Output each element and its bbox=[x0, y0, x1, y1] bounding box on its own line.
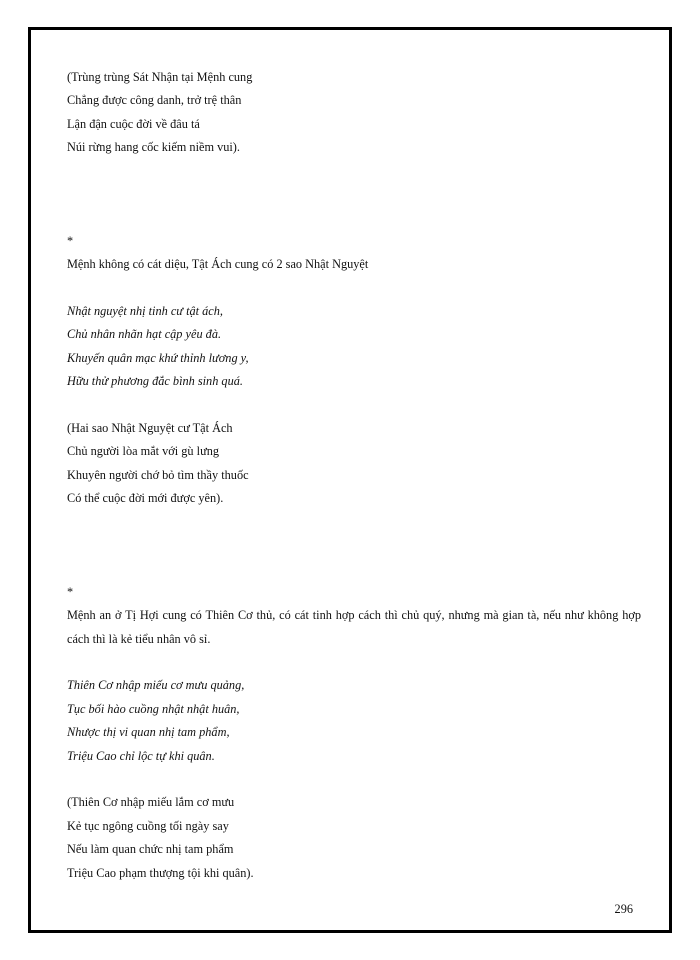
verse-line: Nhật nguyệt nhị tinh cư tật ách, bbox=[67, 304, 223, 319]
verse-line: Chủ người lòa mắt với gù lưng bbox=[67, 444, 220, 459]
verse-line: Khuyến quân mạc khứ thỉnh lương y, bbox=[67, 350, 249, 365]
verse-line: Khuyên người chớ bỏ tìm thầy thuốc bbox=[67, 467, 249, 482]
verse-line: (Hai sao Nhật Nguyệt cư Tật Ách bbox=[67, 421, 233, 436]
verse-line: Triệu Cao chỉ lộc tự khi quân. bbox=[67, 748, 215, 763]
page-content bbox=[67, 66, 641, 885]
section-separator: * bbox=[67, 233, 74, 248]
spacer bbox=[67, 511, 641, 558]
verse-line: Thiên Cơ nhập miếu cơ mưu quảng, bbox=[67, 678, 245, 693]
page-frame bbox=[28, 27, 672, 933]
verse-line: Chủ nhân nhãn hạt cập yêu đà. bbox=[67, 327, 222, 342]
verse-line: Có thể cuộc đời mới được yên). bbox=[67, 491, 224, 506]
verse-line: Kẻ tục ngông cuồng tối ngày say bbox=[67, 818, 229, 833]
verse-original-block bbox=[67, 674, 641, 768]
verse-line: Hữu thử phương đắc bình sinh quá. bbox=[67, 374, 243, 389]
section-heading: Mệnh an ở Tị Hợi cung có Thiên Cơ thủ, có cát tinh hợp cách thì chủ quý, nhưng mà gian tà, nếu như không hợp cách thì là kẻ tiểu nhân vô sỉ. bbox=[67, 608, 641, 646]
verse-line: Triệu Cao phạm thượng tội khi quân). bbox=[67, 865, 254, 880]
verse-line: Núi rừng hang cốc kiếm niềm vui). bbox=[67, 140, 240, 155]
verse-line: Chẳng được công danh, trở trệ thân bbox=[67, 93, 242, 108]
spacer bbox=[67, 768, 641, 791]
section-heading: Mệnh không có cát diệu, Tật Ách cung có 2 sao Nhật Nguyệt bbox=[67, 257, 369, 272]
section-separator: * bbox=[67, 584, 74, 599]
verse-line: Lận đận cuộc đời về đâu tá bbox=[67, 116, 200, 131]
verse-line: (Thiên Cơ nhập miếu lắm cơ mưu bbox=[67, 795, 235, 810]
page-number: 296 bbox=[614, 902, 633, 916]
verse-line: (Trùng trùng Sát Nhận tại Mệnh cung bbox=[67, 70, 253, 84]
verse-translation-block bbox=[67, 66, 641, 160]
verse-translation-block bbox=[67, 417, 641, 511]
spacer bbox=[67, 277, 641, 300]
spacer bbox=[67, 557, 641, 580]
verse-line: Tục bối hào cuồng nhật nhật huân, bbox=[67, 701, 240, 716]
verse-translation-block bbox=[67, 791, 641, 885]
spacer bbox=[67, 160, 641, 207]
verse-original-block bbox=[67, 300, 641, 394]
spacer bbox=[67, 206, 641, 229]
verse-line: Nhược thị vi quan nhị tam phẩm, bbox=[67, 725, 230, 740]
spacer bbox=[67, 394, 641, 417]
spacer bbox=[67, 651, 641, 674]
verse-line: Nếu làm quan chức nhị tam phẩm bbox=[67, 842, 234, 857]
